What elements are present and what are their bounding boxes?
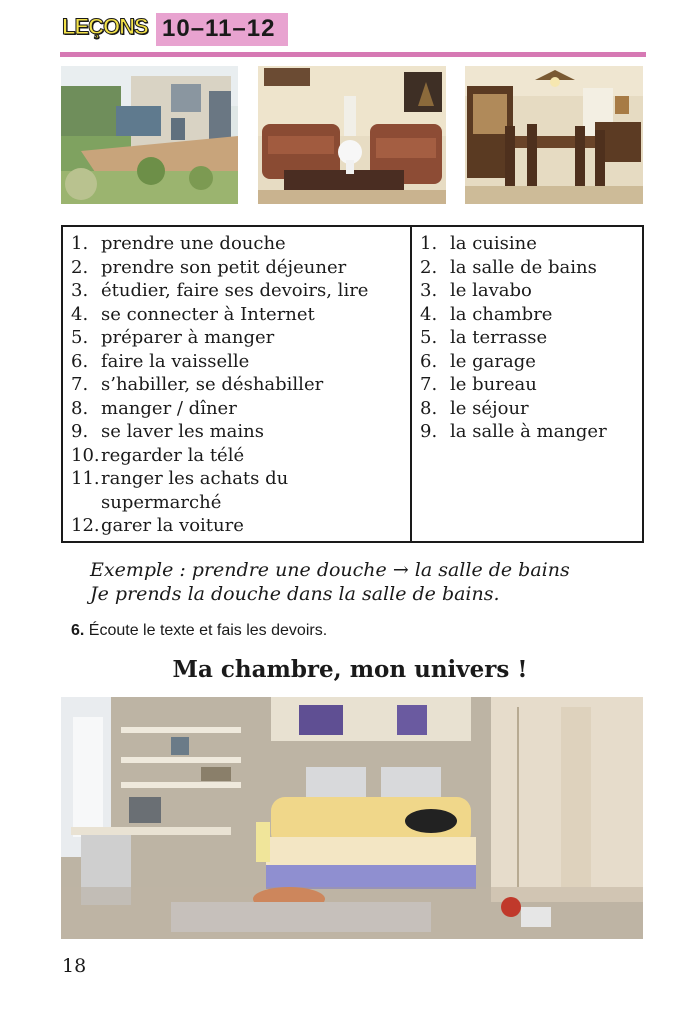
living-room-photo: [258, 66, 446, 204]
activity-item: 2. prendre son petit déjeuner: [71, 256, 347, 278]
bedroom-photo: [61, 697, 643, 939]
lessons-numbers: 10–11–12: [156, 13, 288, 46]
activity-item: 3. étudier, faire ses devoirs, lire: [71, 280, 369, 301]
dining-room-photo: [465, 66, 643, 204]
lessons-label: LEÇONS: [62, 14, 148, 39]
section-title: Ma chambre, mon univers !: [172, 656, 528, 683]
exercise-number: 6.: [71, 622, 85, 639]
activity-item: 1. prendre une douche: [71, 233, 286, 254]
room-item: 5. la terrasse: [420, 327, 548, 348]
rooms-column: [412, 227, 642, 541]
room-item: 6. le garage: [420, 350, 536, 372]
room-item: 4. la chambre: [420, 303, 553, 325]
activity-item: 10. regarder la télé: [71, 444, 245, 466]
example-line-1: Exemple : prendre une douche → la salle de bains: [90, 559, 570, 581]
exercise-text: Écoute le texte et fais les devoirs.: [88, 622, 328, 639]
room-item: 1. la cuisine: [420, 233, 537, 254]
example-block: [90, 558, 650, 606]
activity-item: 6. faire la vaisselle: [71, 350, 250, 372]
room-item: 8. le séjour: [420, 397, 529, 419]
activity-item: 4. se connecter à Internet: [71, 303, 315, 325]
activity-item: 7. s’habiller, se déshabiller: [71, 374, 324, 395]
activity-item: 8. manger / dîner: [71, 397, 237, 419]
example-line-2: Je prends la douche dans la salle de bains.: [90, 583, 500, 605]
room-item: 2. la salle de bains: [420, 256, 597, 278]
room-item: 7. le bureau: [420, 374, 537, 395]
page-number: 18: [62, 955, 87, 977]
terrace-photo: [61, 66, 238, 204]
header-rule: [60, 52, 646, 57]
matching-table: [61, 225, 644, 543]
activity-item: 12. garer la voiture: [71, 515, 244, 536]
room-item: 9. la salle à manger: [420, 421, 607, 442]
activity-item: 5. préparer à manger: [71, 327, 275, 348]
activities-column: [63, 227, 412, 541]
room-item: 3. le lavabo: [420, 280, 532, 301]
exercise-instruction: [71, 622, 327, 640]
activity-item: 9. se laver les mains: [71, 421, 265, 442]
activity-item: 11. ranger les achats du supermarché: [71, 468, 289, 513]
